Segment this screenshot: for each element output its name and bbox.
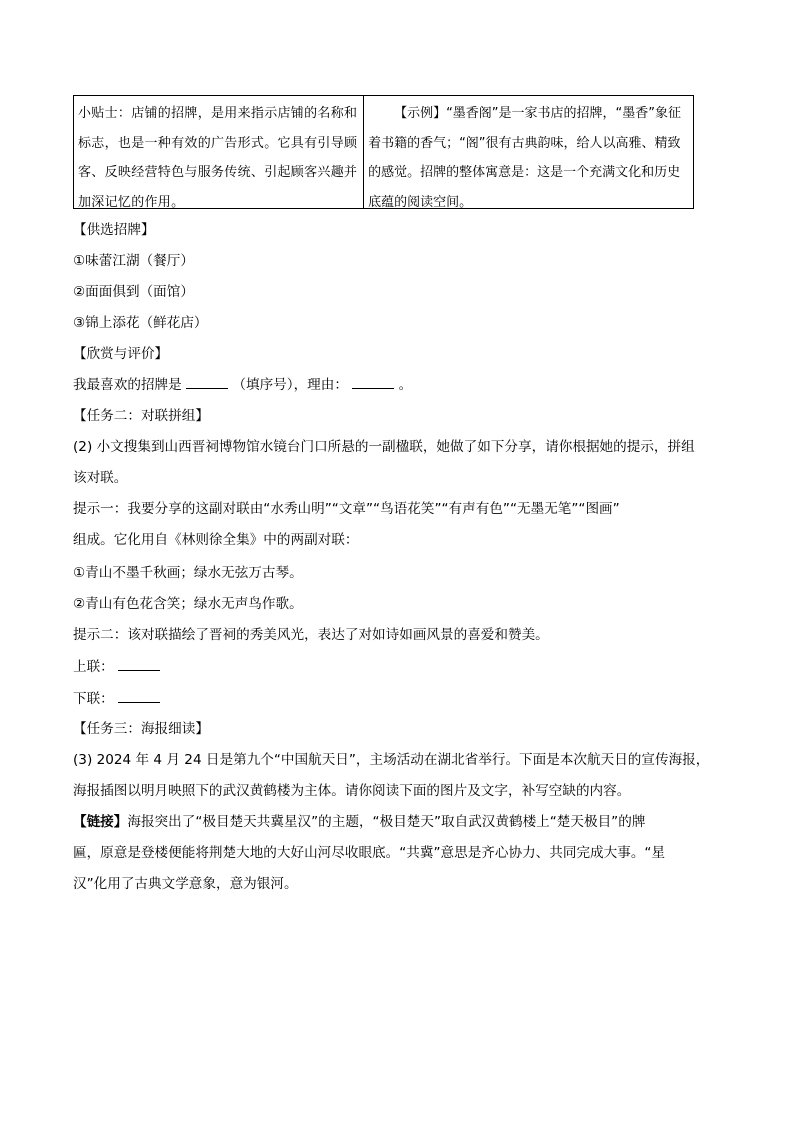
- task2-hint1-line1: 提示一：我要分享的这副对联由“水秀山明”“文章”“鸟语花笑”“有声有色”“无墨无笔”“图画”: [73, 501, 620, 517]
- example-cell: [364, 96, 693, 208]
- evaluation-prefix: 我最喜欢的招牌是: [73, 377, 182, 393]
- upper-couplet-line: [73, 655, 160, 675]
- sign-option-2: ②面面俱到（面馆）: [73, 284, 194, 300]
- task2-hint1-line2: 组成。它化用自《林则徐全集》中的两副对联：: [73, 532, 359, 548]
- evaluation-line: [73, 373, 412, 393]
- task3-heading: 【任务三：海报细读】: [73, 721, 209, 737]
- lower-couplet-line: [73, 687, 160, 707]
- task3-question-line1: (3) 2024 年 4 月 24 日是第九个“中国航天日”，主场活动在湖北省举行。下面是本次航天日的宣传海报，: [73, 752, 710, 768]
- answer-blank-reason[interactable]: [352, 388, 394, 389]
- link-line3: 汉”化用了古典文学意象，意为银河。: [73, 876, 298, 892]
- example-text: 【示例】“墨香阁”是一家书店的招牌，“墨香”象征着书籍的香气；“阁”很有古典韵味，给人以高雅、精致的感觉。招牌的整体寓意是：这是一个充满文化和历史底蕴的阅读空间。: [368, 106, 682, 210]
- task2-question-line1: (2) 小文搜集到山西晋祠博物馆水镜台门口所悬的一副楹联，她做了如下分享，请你根据她的提示，拼组: [73, 439, 695, 455]
- task2-question-line2: 该对联。: [73, 470, 128, 486]
- evaluation-heading: 【欣赏与评价】: [73, 346, 169, 362]
- link-line1: [73, 810, 645, 830]
- sign-heading: 【供选招牌】: [73, 222, 155, 238]
- link-label: 【链接】: [73, 814, 128, 830]
- task2-hint2: 提示二：该对联描绘了晋祠的秀美风光，表达了对如诗如画风景的喜爱和赞美。: [73, 627, 549, 643]
- task2-heading: 【任务二：对联拼组】: [73, 408, 209, 424]
- link-line2: 匾，原意是登楼便能将荆楚大地的大好山河尽收眼底。“共冀”意思是齐心协力、共同完成大事。“星: [73, 845, 666, 861]
- answer-blank-number[interactable]: [186, 388, 228, 389]
- tip-cell: [74, 96, 364, 208]
- sign-option-3: ③锦上添花（鲜花店）: [73, 315, 208, 331]
- evaluation-middle: （填序号），理由：: [232, 377, 348, 393]
- upper-couplet-blank[interactable]: [118, 670, 160, 671]
- lower-couplet-label: 下联：: [73, 691, 114, 707]
- link-text-1: 海报突出了“极目楚天共冀星汉”的主题，“极目楚天”取自武汉黄鹤楼上“楚天极目”的牌: [127, 814, 646, 830]
- evaluation-suffix: 。: [398, 377, 413, 393]
- task3-question-line2: 海报插图以明月映照下的武汉黄鹤楼为主体。请你阅读下面的图片及文字，补写空缺的内容。: [73, 783, 631, 799]
- upper-couplet-label: 上联：: [73, 659, 114, 675]
- tip-text: 小贴士：店铺的招牌，是用来指示店铺的名称和标志，也是一种有效的广告形式。它具有引导顾客、反映经营特色与服务传统、引起顾客兴趣并加深记忆的作用。: [78, 106, 358, 210]
- lower-couplet-blank[interactable]: [118, 702, 160, 703]
- couplet-2: ②青山有色花含笑；绿水无声鸟作歌。: [73, 596, 303, 612]
- couplet-1: ①青山不墨千秋画；绿水无弦万古琴。: [73, 565, 303, 581]
- info-box: [73, 95, 694, 209]
- sign-option-1: ①味蕾江湖（餐厅）: [73, 253, 194, 269]
